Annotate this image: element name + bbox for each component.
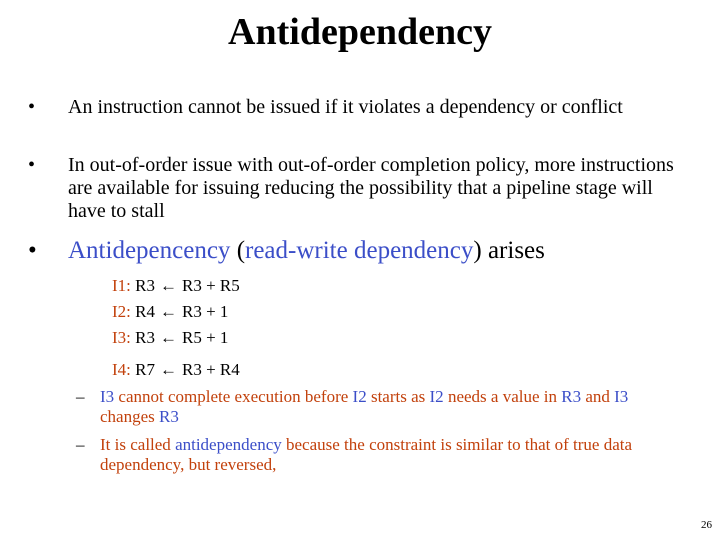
instr-label: I2: — [112, 302, 131, 321]
ref-i3: I3 — [100, 387, 115, 406]
sub-dash: – — [76, 435, 85, 454]
term-read-write: read-write dependency — [245, 237, 474, 264]
instr-dest: R3 — [135, 328, 155, 347]
instr-expr: R5 + 1 — [181, 328, 229, 347]
left-arrow-icon: ← — [159, 276, 177, 295]
left-arrow-icon: ← — [159, 302, 177, 321]
text-run: It is called — [100, 435, 176, 454]
ref-r3: R3 — [561, 387, 582, 406]
text-run: and — [581, 387, 615, 406]
instr-dest: R3 — [135, 276, 155, 295]
bullet-text: An instruction cannot be issued if it violates a dependency or conflict — [68, 96, 623, 118]
instruction-line — [112, 276, 240, 296]
slide-title: Antidependency — [228, 11, 492, 53]
instr-expr: R3 + 1 — [181, 302, 229, 321]
ref-i2: I2 — [429, 387, 444, 406]
bullet-dot: • — [28, 96, 36, 118]
bullet-dot: • — [28, 237, 37, 264]
bullet-dot: • — [28, 154, 36, 176]
instr-label: I4: — [112, 360, 131, 379]
paren-open: ( — [236, 237, 246, 264]
instr-label: I1: — [112, 276, 131, 295]
text-run: changes — [100, 407, 160, 426]
paren-close: ) — [473, 237, 482, 264]
text-run: cannot complete execution before — [114, 387, 353, 406]
instr-dest: R7 — [135, 360, 155, 379]
main-point-tail: arises — [481, 237, 545, 264]
left-arrow-icon: ← — [159, 360, 177, 379]
bullet-text: In out-of-order issue with out-of-order completion policy, more instructions are available for issuing reducing the possibility that a pipeline stage will have to stall — [68, 154, 674, 222]
main-point-text — [68, 236, 545, 266]
instr-dest: R4 — [135, 302, 155, 321]
instr-expr: R3 + R5 — [181, 276, 240, 295]
instr-label: I3: — [112, 328, 131, 347]
instruction-line — [112, 360, 240, 380]
ref-r3: R3 — [159, 407, 179, 426]
instruction-line — [112, 302, 228, 322]
page-number: 26 — [701, 519, 712, 531]
instr-expr: R3 + R4 — [181, 360, 240, 379]
sub-dash: – — [76, 387, 85, 406]
sub-point-text — [100, 435, 676, 475]
left-arrow-icon: ← — [159, 328, 177, 347]
text-run: because the constraint is similar to that of true data dependency, but reversed, — [100, 435, 633, 474]
ref-i3: I3 — [614, 387, 629, 406]
sub-point-text — [100, 387, 676, 427]
instruction-line — [112, 328, 228, 348]
text-run: starts as — [366, 387, 430, 406]
term-antidependency: antidependency — [175, 435, 282, 454]
ref-i2: I2 — [352, 387, 367, 406]
text-run: needs a value in — [443, 387, 562, 406]
term-antidependency: Antidepencency — [68, 237, 231, 264]
